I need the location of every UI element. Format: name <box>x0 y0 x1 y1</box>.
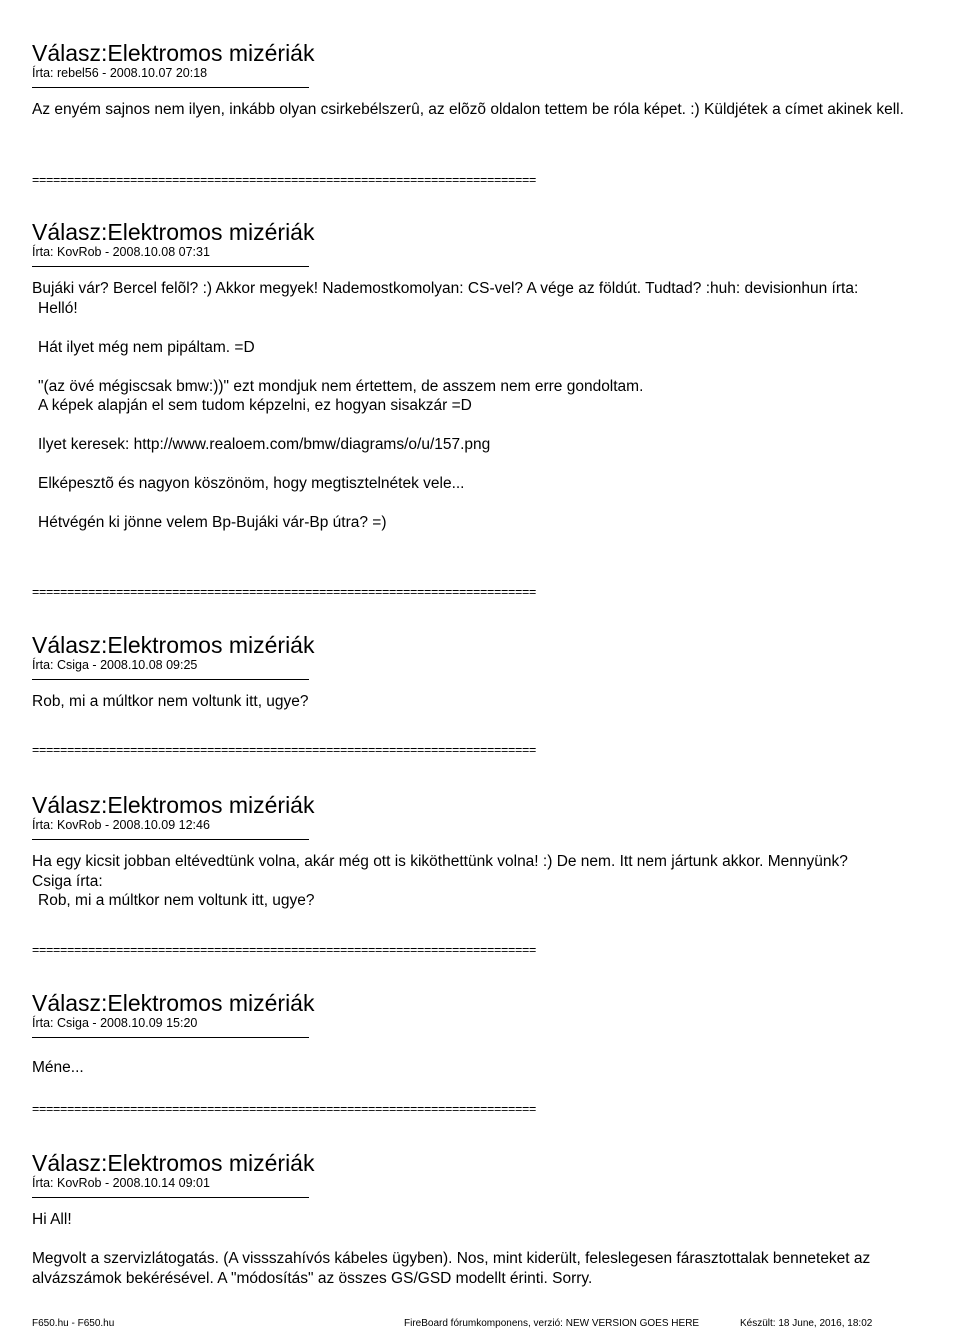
quote-line: Hétvégén ki jönne velem Bp-Bujáki vár-Bp útra? =) <box>38 514 387 531</box>
post-divider <box>32 839 309 840</box>
post-title: Válasz:Elektromos mizériák <box>32 632 315 658</box>
forum-post <box>32 1150 932 1288</box>
blank-line <box>38 416 932 436</box>
forum-post <box>32 219 932 533</box>
body-line: Hi All! <box>32 1211 72 1228</box>
blank-line <box>38 357 932 377</box>
post-meta: Írta: KovRob - 2008.10.09 12:46 <box>32 818 210 832</box>
body-line: Rob, mi a múltkor nem voltunk itt, ugye? <box>32 693 309 710</box>
post-meta: Írta: rebel56 - 2008.10.07 20:18 <box>32 66 208 80</box>
forum-post <box>32 990 932 1078</box>
quote-line: Hát ilyet még nem pipáltam. =D <box>38 338 255 356</box>
post-body <box>32 1210 932 1288</box>
post-meta: Írta: Csiga - 2008.10.08 09:25 <box>32 658 198 672</box>
forum-post <box>32 632 932 712</box>
blank-line <box>38 455 932 475</box>
post-separator: ======================================================================== <box>32 1102 536 1116</box>
body-line: Csiga írta: <box>32 872 103 890</box>
forum-post <box>32 792 932 911</box>
post-separator: ======================================================================== <box>32 743 536 757</box>
post-divider <box>32 266 309 267</box>
post-body <box>32 852 932 911</box>
quoted-text <box>32 299 932 533</box>
post-title: Válasz:Elektromos mizériák <box>32 40 315 66</box>
footer-site: F650.hu - F650.hu <box>32 1318 115 1329</box>
post-title: Válasz:Elektromos mizériák <box>32 990 315 1016</box>
footer-generated: Készült: 18 June, 2016, 18:02 <box>740 1318 873 1329</box>
post-title: Válasz:Elektromos mizériák <box>32 1150 315 1176</box>
body-line: Méne... <box>32 1059 84 1076</box>
post-body <box>32 100 932 120</box>
post-divider <box>32 87 309 88</box>
footer-component: FireBoard fórumkomponens, verzió: NEW VERSION GOES HERE <box>404 1318 700 1329</box>
post-separator: ======================================================================== <box>32 943 536 957</box>
body-line: Megvolt a szervizlátogatás. (A vissszahívós kábeles ügyben). Nos, mint kiderült, feleslegesen fárasztottalak benneteket az alvázszámok bekérésével. A "módosítás" az összes GS/GSD modellt érinti. Sorry. <box>32 1250 871 1287</box>
body-line: Ha egy kicsit jobban eltévedtünk volna, akár még ott is kiköthettünk volna! :) De nem. Itt nem jártunk akkor. Mennyünk? <box>32 853 848 870</box>
post-body <box>32 279 932 533</box>
blank-line <box>38 494 932 514</box>
post-divider <box>32 1197 309 1198</box>
quote-line: A képek alapján el sem tudom képzelni, ez hogyan sisakzár =D <box>38 397 472 414</box>
post-meta: Írta: KovRob - 2008.10.08 07:31 <box>32 245 210 259</box>
quote-line: Elképesztõ és nagyon köszönöm, hogy megtisztelnétek vele... <box>38 475 465 492</box>
post-divider <box>32 1037 309 1038</box>
post-separator: ======================================================================== <box>32 585 536 599</box>
post-title: Válasz:Elektromos mizériák <box>32 219 315 245</box>
body-line: Bujáki vár? Bercel felõl? :) Akkor megyek! Nademostkomolyan: CS-vel? A vége az földút. Tudtad? :huh: devisionhun írta: <box>32 280 859 297</box>
post-body <box>32 692 932 712</box>
post-title: Válasz:Elektromos mizériák <box>32 792 315 818</box>
post-meta: Írta: KovRob - 2008.10.14 09:01 <box>32 1176 210 1190</box>
quoted-text <box>32 891 932 911</box>
quote-line: Helló! <box>38 299 78 317</box>
blank-line <box>32 1230 932 1250</box>
quote-line: "(az övé mégiscsak bmw:))" ezt mondjuk nem értettem, de asszem nem erre gondoltam. <box>38 377 644 395</box>
post-meta: Írta: Csiga - 2008.10.09 15:20 <box>32 1016 198 1030</box>
blank-line <box>38 318 932 338</box>
post-divider <box>32 679 309 680</box>
post-separator: ======================================================================== <box>32 173 536 187</box>
body-line: Az enyém sajnos nem ilyen, inkább olyan csirkebélszerû, az elõzõ oldalon tettem be róla képet. :) Küldjétek a címet akinek kell. <box>32 101 904 118</box>
forum-post <box>32 40 932 120</box>
quote-line: Rob, mi a múltkor nem voltunk itt, ugye? <box>38 892 315 909</box>
quote-line: Ilyet keresek: http://www.realoem.com/bmw/diagrams/o/u/157.png <box>38 436 491 453</box>
post-body <box>32 1058 932 1078</box>
